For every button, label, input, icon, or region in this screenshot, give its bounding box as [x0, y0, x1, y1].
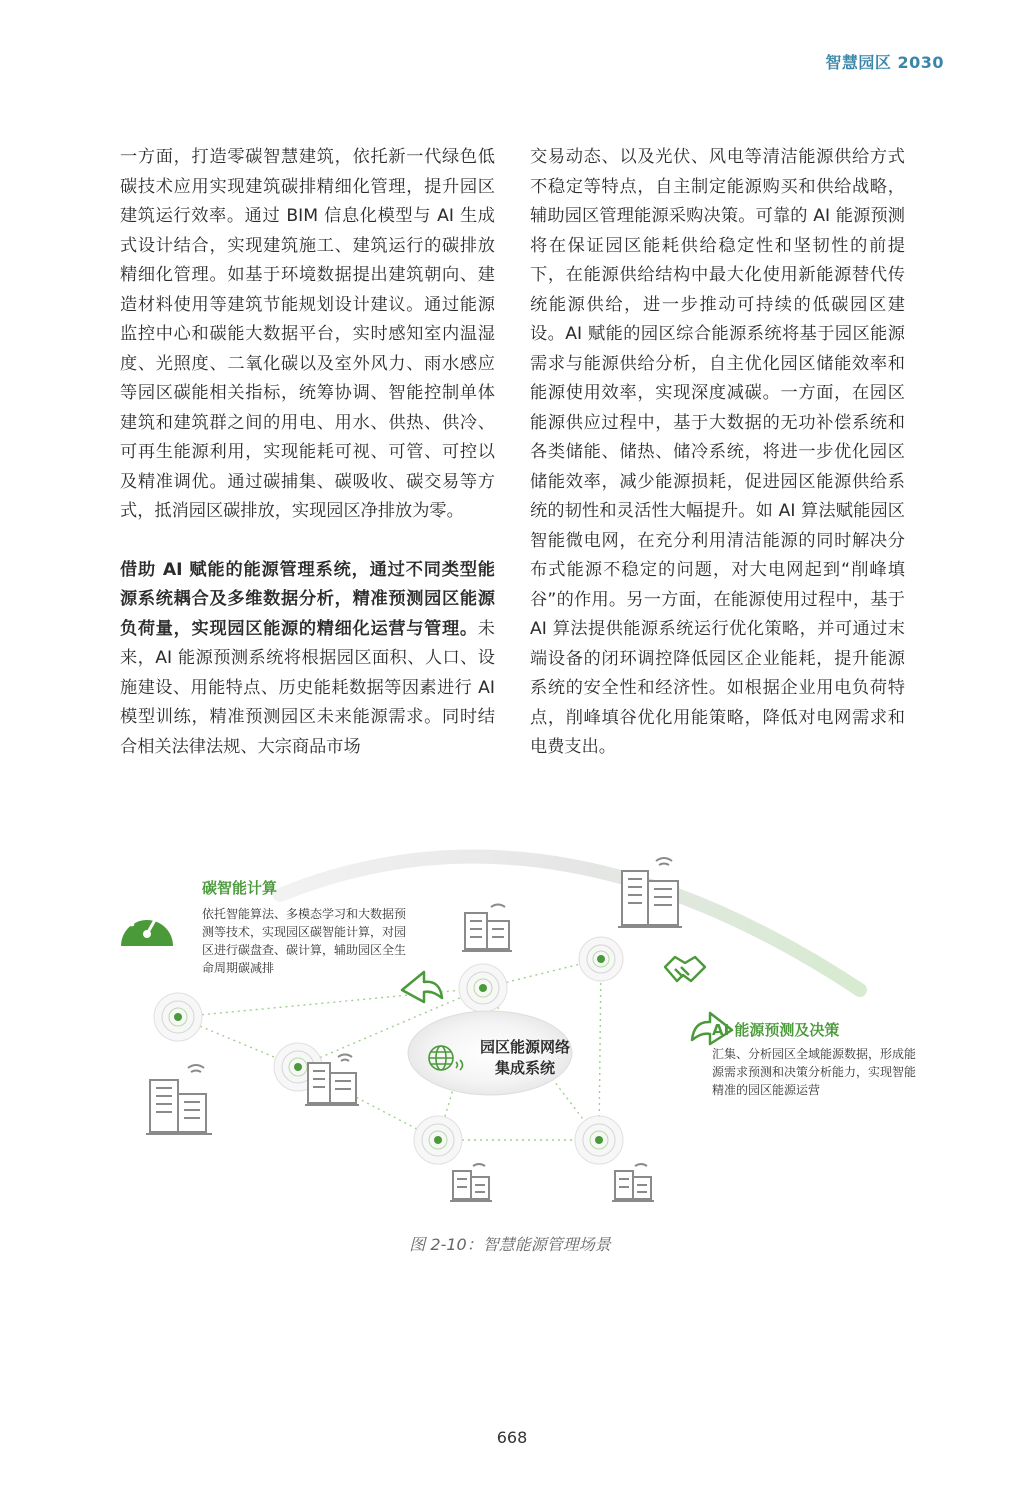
carbon-computing-title: 碳智能计算 [202, 879, 278, 897]
building-icon-top-center [462, 905, 512, 952]
figure-caption: 图 2-10：智慧能源管理场景 [409, 1235, 611, 1254]
network-node-6 [575, 1116, 623, 1164]
network-node-5 [414, 1116, 462, 1164]
hub-label [470, 1037, 580, 1079]
carbon-computing-desc: 依托智能算法、多模态学习和大数据预测等技术，实现园区碳智能计算，对园区进行碳盘查、碳计算，辅助园区全生命周期碳减排 [202, 907, 407, 975]
right-paragraph-1: 交易动态、以及光伏、风电等清洁能源供给方式不稳定等特点，自主制定能源购买和供给战略，辅助园区管理能源采购决策。可靠的 AI 能源预测将在保证园区能耗供给稳定性和坚韧性的前提下，在能源供给结构中最大化使用新能源替代传统能源供给，进一步推动可持续的低碳园区建设。AI 赋能的园区综合能源系统将基于园区能源需求与能源供给分析，自主优化园区储能效率和能源使用效率，实现深度减碳。一方面，在园区能源供应过程中，基于大数据的无功补偿系统和各类储能、储热、储冷系统，将进一步优化园区储能效率，减少能源损耗，促进园区能源供给系统的韧性和灵活性大幅提升。如 AI 算法赋能园区智能微电网，在充分利用清洁能源的同时解决分布式能源不稳定的问题，对大电网起到“削峰填谷”的作用。另一方面，在能源使用过程中，基于 AI 算法提供能源系统运行优化策略，并可通过末端设备的闭环调控降低园区企业能耗，提升能源系统的安全性和经济性。如根据企业用电负荷特点，削峰填谷优化用能策略，降低对电网需求和电费支出。 [530, 147, 905, 757]
page-number: 668 [496, 1428, 528, 1447]
handshake-icon [665, 957, 705, 981]
left-paragraph-2-bold: 借助 AI 赋能的能源管理系统，通过不同类型能源系统耦合及多维数据分析，精准预测园区能源负荷量，实现园区能源的精细化运营与管理。 [120, 559, 495, 639]
ai-forecast-title: AI 能源预测及决策 [712, 1021, 840, 1039]
ai-forecast-desc: 汇集、分析园区全域能源数据，形成能源需求预测和决策分析能力，实现智能精准的园区能源运营 [712, 1047, 917, 1097]
building-icon-bottom-center [450, 1164, 492, 1201]
left-column [120, 143, 495, 762]
network-node-4 [579, 937, 623, 981]
building-icon-mid-left [305, 1055, 359, 1106]
arrow-left-icon [402, 972, 442, 1002]
header-title: 智慧园区 2030 [825, 53, 944, 72]
energy-management-diagram [110, 825, 920, 1215]
left-paragraph-1: 一方面，打造零碳智慧建筑，依托新一代绿色低碳技术应用实现建筑碳排精细化管理，提升园区建筑运行效率。通过 BIM 信息化模型与 AI 生成式设计结合，实现建筑施工、建筑运行的碳排放精细化管理。如基于环境数据提出建筑朝向、建造材料使用等建筑节能规划设计建议。通过能源监控中心和碳能大数据平台，实时感知室内温湿度、光照度、二氧化碳以及室外风力、雨水感应等园区碳能相关指标，统筹协调、智能控制单体建筑和建筑群之间的用电、用水、供热、供冷、可再生能源利用，实现能耗可视、可管、可控以及精准调优。通过碳捕集、碳吸收、碳交易等方式，抵消园区碳排放，实现园区净排放为零。 [120, 147, 495, 521]
network-node-3 [459, 964, 507, 1012]
building-icon-bottom-right [612, 1164, 654, 1201]
left-paragraph-2 [120, 556, 495, 763]
hub-label-line-2: 集成系统 [494, 1059, 555, 1077]
hub-label-line-1: 园区能源网络 [479, 1038, 570, 1056]
left-paragraph-2-rest: 未来，AI 能源预测系统将根据园区面积、人口、设施建设、用能特点、历史能耗数据等因素进行 AI 模型训练，精准预测园区未来能源需求。同时结合相关法律法规、大宗商品市场 [120, 618, 495, 757]
right-column [530, 143, 905, 763]
gauge-icon [121, 909, 173, 946]
building-icon-large-left [146, 1065, 212, 1134]
network-node-1 [154, 993, 202, 1041]
building-icon-top-right [618, 858, 682, 927]
